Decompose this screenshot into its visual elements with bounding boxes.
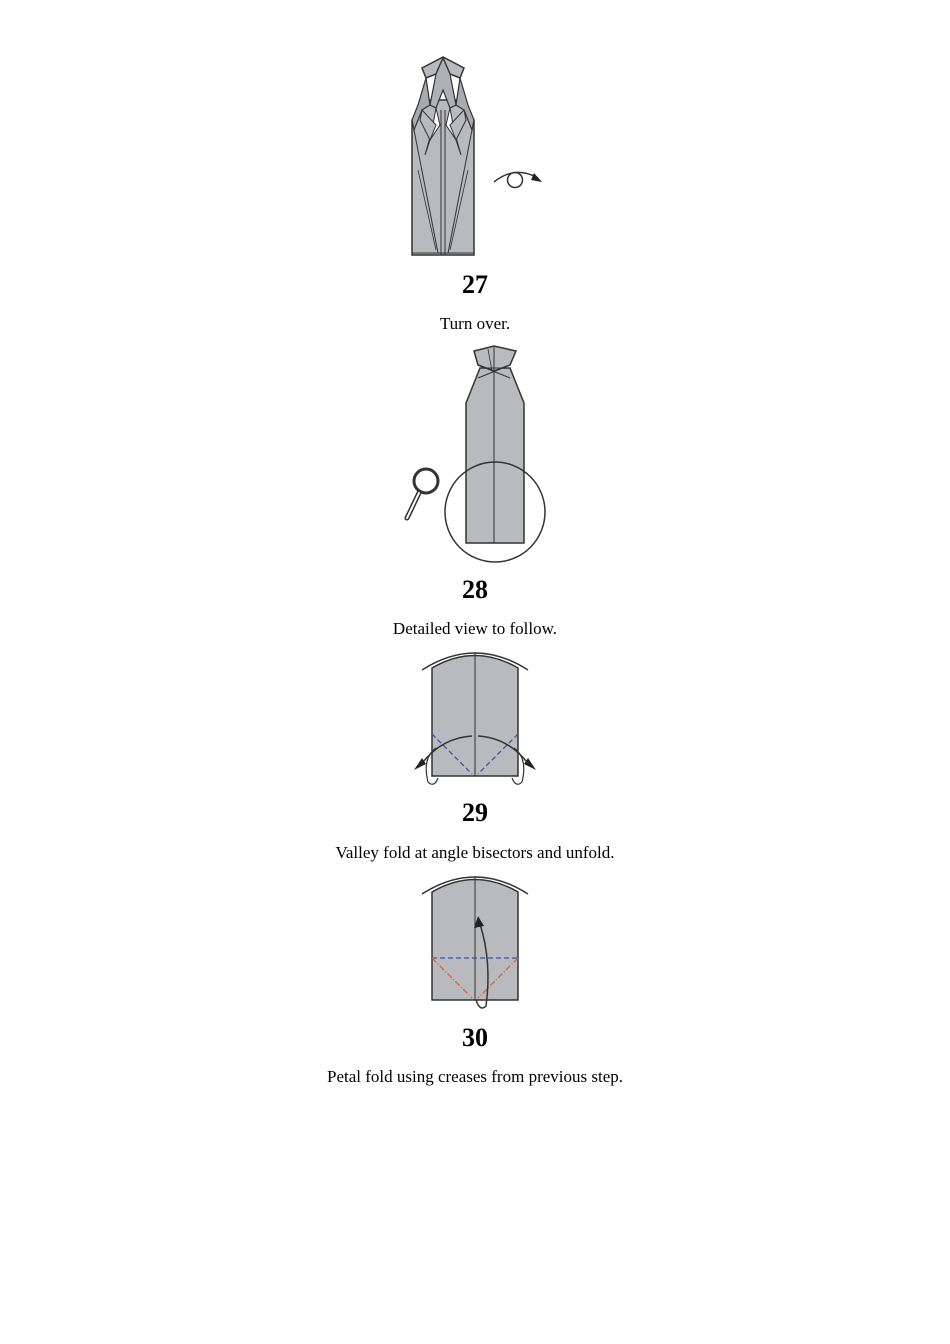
turn-over-icon: [494, 172, 542, 187]
magnifier-icon: [407, 469, 438, 518]
step-number: 27: [462, 270, 488, 299]
step-29-diagram: [400, 648, 560, 793]
step-caption: Petal fold using creases from previous step.: [326, 1067, 623, 1086]
step-caption: Turn over.: [439, 314, 511, 333]
step-caption: Valley fold at angle bisectors and unfold.: [335, 843, 615, 862]
step-number: 29: [462, 798, 488, 827]
step-number: 28: [462, 575, 488, 604]
step-caption: Detailed view to follow.: [392, 619, 558, 638]
step-number: 30: [462, 1023, 488, 1052]
step-30-diagram: [400, 872, 560, 1017]
step-28-diagram: [400, 343, 560, 568]
step-27-diagram: [400, 50, 560, 265]
